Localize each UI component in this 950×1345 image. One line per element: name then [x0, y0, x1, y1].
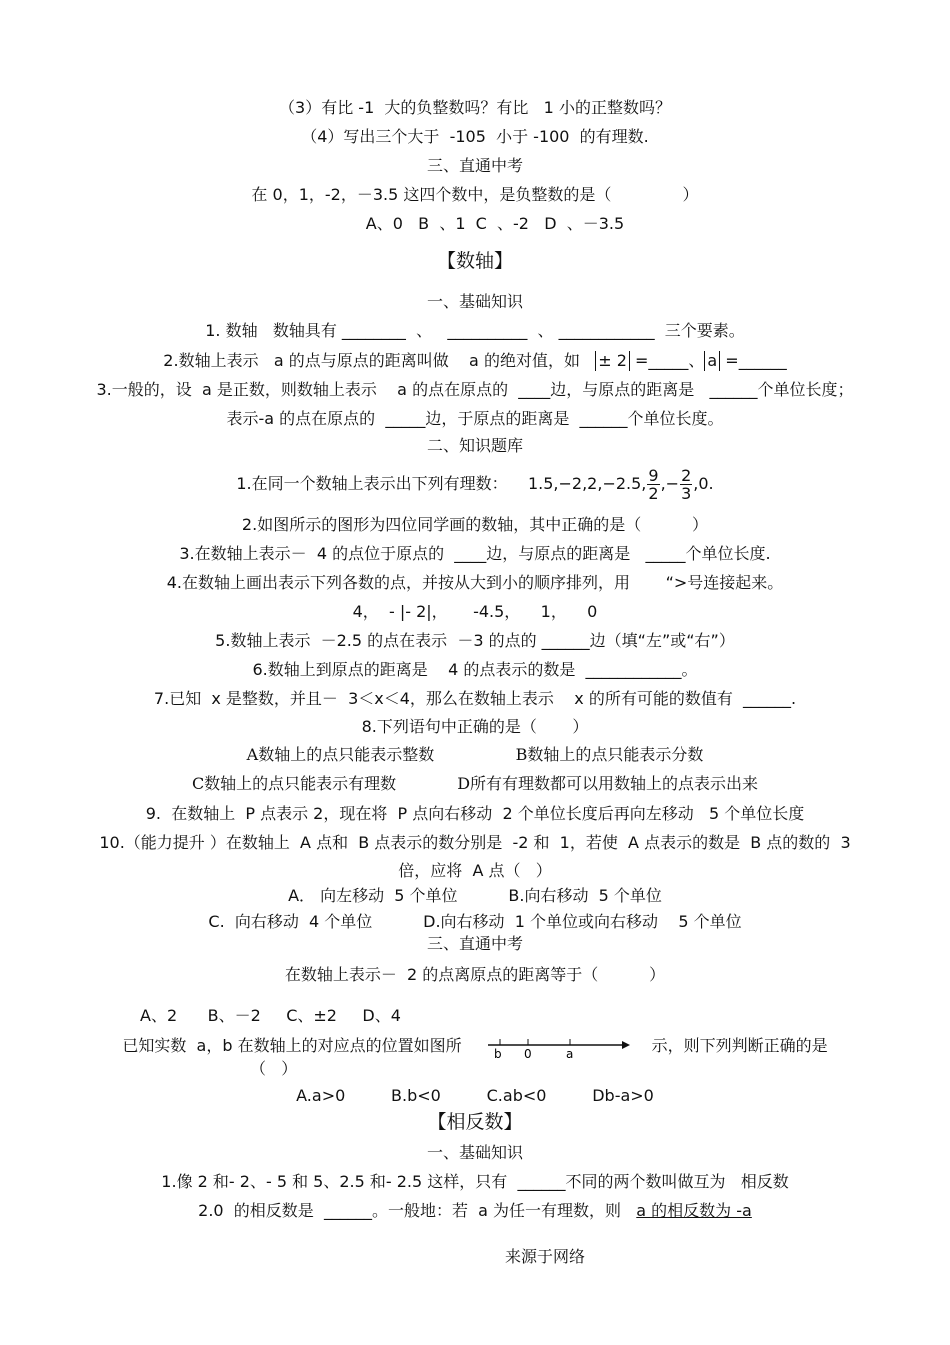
bank-question-4-numbers-text: 4， - |- 2|， -4.5， 1， 0	[352, 602, 598, 621]
section-exam-2-text: 三、直通中考	[426, 934, 523, 953]
bank-question-5-text: 5.数轴上表示 －2.5 的点在表示 －3 的点的 ______边（填“左”或“右”）	[215, 631, 735, 650]
abs-value-a: a	[704, 351, 720, 371]
section-exam-1	[0, 155, 950, 177]
label-0: 0	[523, 1046, 532, 1061]
exam-options-3-text: A.a>0 B.b<0 C.ab<0 Db-a>0	[296, 1086, 654, 1105]
fraction-2-3-denominator: 3	[681, 484, 692, 503]
bank-question-5	[0, 630, 950, 652]
heading-opposite-numbers-text: 【相反数】	[427, 1111, 523, 1133]
opposite-1	[0, 1171, 950, 1193]
bank-question-9	[0, 803, 950, 825]
bank-question-10	[0, 832, 950, 854]
abs-value-pm2: ± 2	[595, 351, 630, 371]
bank-question-10-options-cd	[0, 911, 950, 933]
knowledge-3b	[0, 408, 950, 430]
section-basics-1	[0, 291, 950, 313]
question-4-text: （4）写出三个大于 -105 小于 -100 的有理数.	[301, 127, 649, 146]
knowledge-2	[0, 350, 950, 372]
bank-question-1-sep: ,−	[660, 474, 680, 493]
section-basics-2-text: 一、基础知识	[426, 1143, 523, 1162]
bank-question-10-cont-text: 倍，应将 A 点（ ）	[398, 861, 552, 880]
bank-question-10-options-cd-text: C. 向右移动 4 个单位 D.向右移动 1 个单位或向右移动 5 个单位	[208, 912, 742, 931]
number-line-arrow	[622, 1041, 630, 1049]
bank-question-1-text: 1.在同一个数轴上表示出下列有理数： 1.5,−2,2,−2.5,	[236, 474, 647, 493]
opposite-2-text: 2.0 的相反数是 ______。一般地：若 a 为任一有理数，则	[198, 1201, 637, 1220]
section-question-bank	[0, 435, 950, 457]
knowledge-1	[0, 320, 950, 342]
heading-number-line	[0, 250, 950, 272]
exam-question-3-paren	[250, 1058, 297, 1080]
knowledge-2-text: 2.数轴上表示 a 的点与原点的距离叫做 a 的绝对值，如	[163, 351, 596, 370]
bank-question-7-text: 7.已知 x 是整数，并且－ 3＜x＜4，那么在数轴上表示 x 的所有可能的数值有 ______.	[153, 689, 797, 708]
bank-question-3-text: 3.在数轴上表示－ 4 的点位于原点的 ____边，与原点的距离是 _____个单位长度.	[179, 544, 771, 563]
section-question-bank-text: 二、知识题库	[426, 436, 523, 455]
opposite-2	[0, 1200, 950, 1222]
section-exam-2	[0, 933, 950, 955]
bank-question-6-text: 6.数轴上到原点的距离是 4 的点表示的数是 ____________。	[252, 660, 698, 679]
exam-question-1	[0, 184, 950, 206]
bank-question-4-text: 4.在数轴上画出表示下列各数的点，并按从大到小的顺序排列，用 “>号连接起来。	[166, 573, 784, 592]
exam-options-2-text: A、2 B、－2 C、±2 D、4	[140, 1006, 401, 1025]
knowledge-1-text: 1. 数轴 数轴具有 ________ 、 __________ 、 ____________ 三个要素。	[205, 321, 745, 340]
fraction-2-3-numerator: 2	[681, 466, 692, 485]
section-basics-1-text: 一、基础知识	[426, 292, 523, 311]
knowledge-3b-text: 表示-a 的点在原点的 _____边，于原点的距离是 ______个单位长度。	[226, 409, 724, 428]
bank-question-3	[0, 543, 950, 565]
bank-question-8-options-ab-text: A数轴上的点只能表示整数 B数轴上的点只能表示分数	[246, 745, 704, 764]
bank-question-1-end: ,0.	[693, 474, 714, 493]
bank-question-10-options-ab	[0, 885, 950, 907]
fraction-2-3	[680, 467, 692, 502]
bank-question-8-text: 8.下列语句中正确的是（ ）	[361, 717, 589, 736]
bank-question-6	[0, 659, 950, 681]
exam-options-1	[0, 213, 950, 235]
bank-question-8	[0, 716, 950, 738]
label-b: b	[493, 1046, 502, 1061]
question-3	[0, 97, 950, 119]
question-3-text: （3）有比 -1 大的负整数吗？有比 1 小的正整数吗？	[279, 98, 671, 117]
exam-question-3-text-a: 已知实数 a，b 在数轴上的对应点的位置如图所	[122, 1036, 462, 1055]
bank-question-4	[0, 572, 950, 594]
opposite-1-text: 1.像 2 和- 2、- 5 和 5、2.5 和- 2.5 这样，只有 ______不同的两个数叫做互为 相反数	[161, 1172, 789, 1191]
exam-options-1-text: A、0 B 、1 C 、-2 D 、－3.5	[365, 214, 625, 233]
exam-question-2-text: 在数轴上表示－ 2 的点离原点的距离等于（ ）	[284, 965, 666, 984]
number-line-figure	[482, 1033, 632, 1061]
question-4	[0, 126, 950, 148]
exam-options-3	[0, 1085, 950, 1107]
section-exam-1-text: 三、直通中考	[426, 156, 523, 175]
exam-options-2	[140, 1005, 401, 1027]
knowledge-3-text: 3.一般的，设 a 是正数，则数轴上表示 a 的点在原点的 ____边，与原点的距离是 ______个单位长度；	[96, 380, 854, 399]
exam-question-1-text: 在 0，1，-2，－3.5 这四个数中，是负整数的是（ ）	[251, 185, 699, 204]
footer-source-text: 来源于网络	[504, 1247, 585, 1266]
knowledge-2-blank-1: =_____、	[629, 351, 705, 370]
fraction-9-2-numerator: 9	[648, 466, 659, 485]
bank-question-10-text: 10.（能力提升 ）在数轴上 A 点和 B 点表示的数分别是 -2 和 1，若使 A 点表示的数是 B 点的数的 3	[99, 833, 851, 852]
bank-question-4-numbers	[0, 601, 950, 623]
exam-question-2	[0, 964, 950, 986]
exam-question-3-text-b: 示，则下列判断正确的是	[651, 1036, 828, 1055]
bank-question-8-options-cd	[0, 773, 950, 795]
footer-source	[0, 1246, 950, 1268]
section-basics-2	[0, 1142, 950, 1164]
bank-question-10-cont	[0, 860, 950, 882]
knowledge-2-blank-2: =______	[720, 351, 787, 370]
bank-question-10-options-ab-text: A． 向左移动 5 个单位 B.向右移动 5 个单位	[288, 886, 662, 905]
heading-number-line-text: 【数轴】	[436, 250, 513, 272]
label-a: a	[565, 1046, 573, 1061]
bank-question-9-text: 9. 在数轴上 P 点表示 2，现在将 P 点向右移动 2 个单位长度后再向左移动 5 个单位长度	[145, 804, 805, 823]
bank-question-2	[0, 514, 950, 536]
opposite-2-underlined: a 的相反数为 -a	[636, 1201, 752, 1220]
fraction-9-2-denominator: 2	[648, 484, 659, 503]
fraction-9-2	[647, 467, 659, 502]
bank-question-1	[0, 466, 950, 502]
heading-opposite-numbers	[0, 1111, 950, 1133]
bank-question-8-options-cd-text: C数轴上的点只能表示有理数 D所有有理数都可以用数轴上的点表示出来	[191, 774, 759, 793]
bank-question-2-text: 2.如图所示的图形为四位同学画的数轴，其中正确的是（ ）	[241, 515, 709, 534]
bank-question-7	[0, 688, 950, 710]
exam-question-3	[0, 1032, 950, 1061]
exam-question-3-paren-text: （ ）	[250, 1059, 298, 1078]
knowledge-3	[0, 379, 950, 401]
bank-question-8-options-ab	[0, 744, 950, 766]
